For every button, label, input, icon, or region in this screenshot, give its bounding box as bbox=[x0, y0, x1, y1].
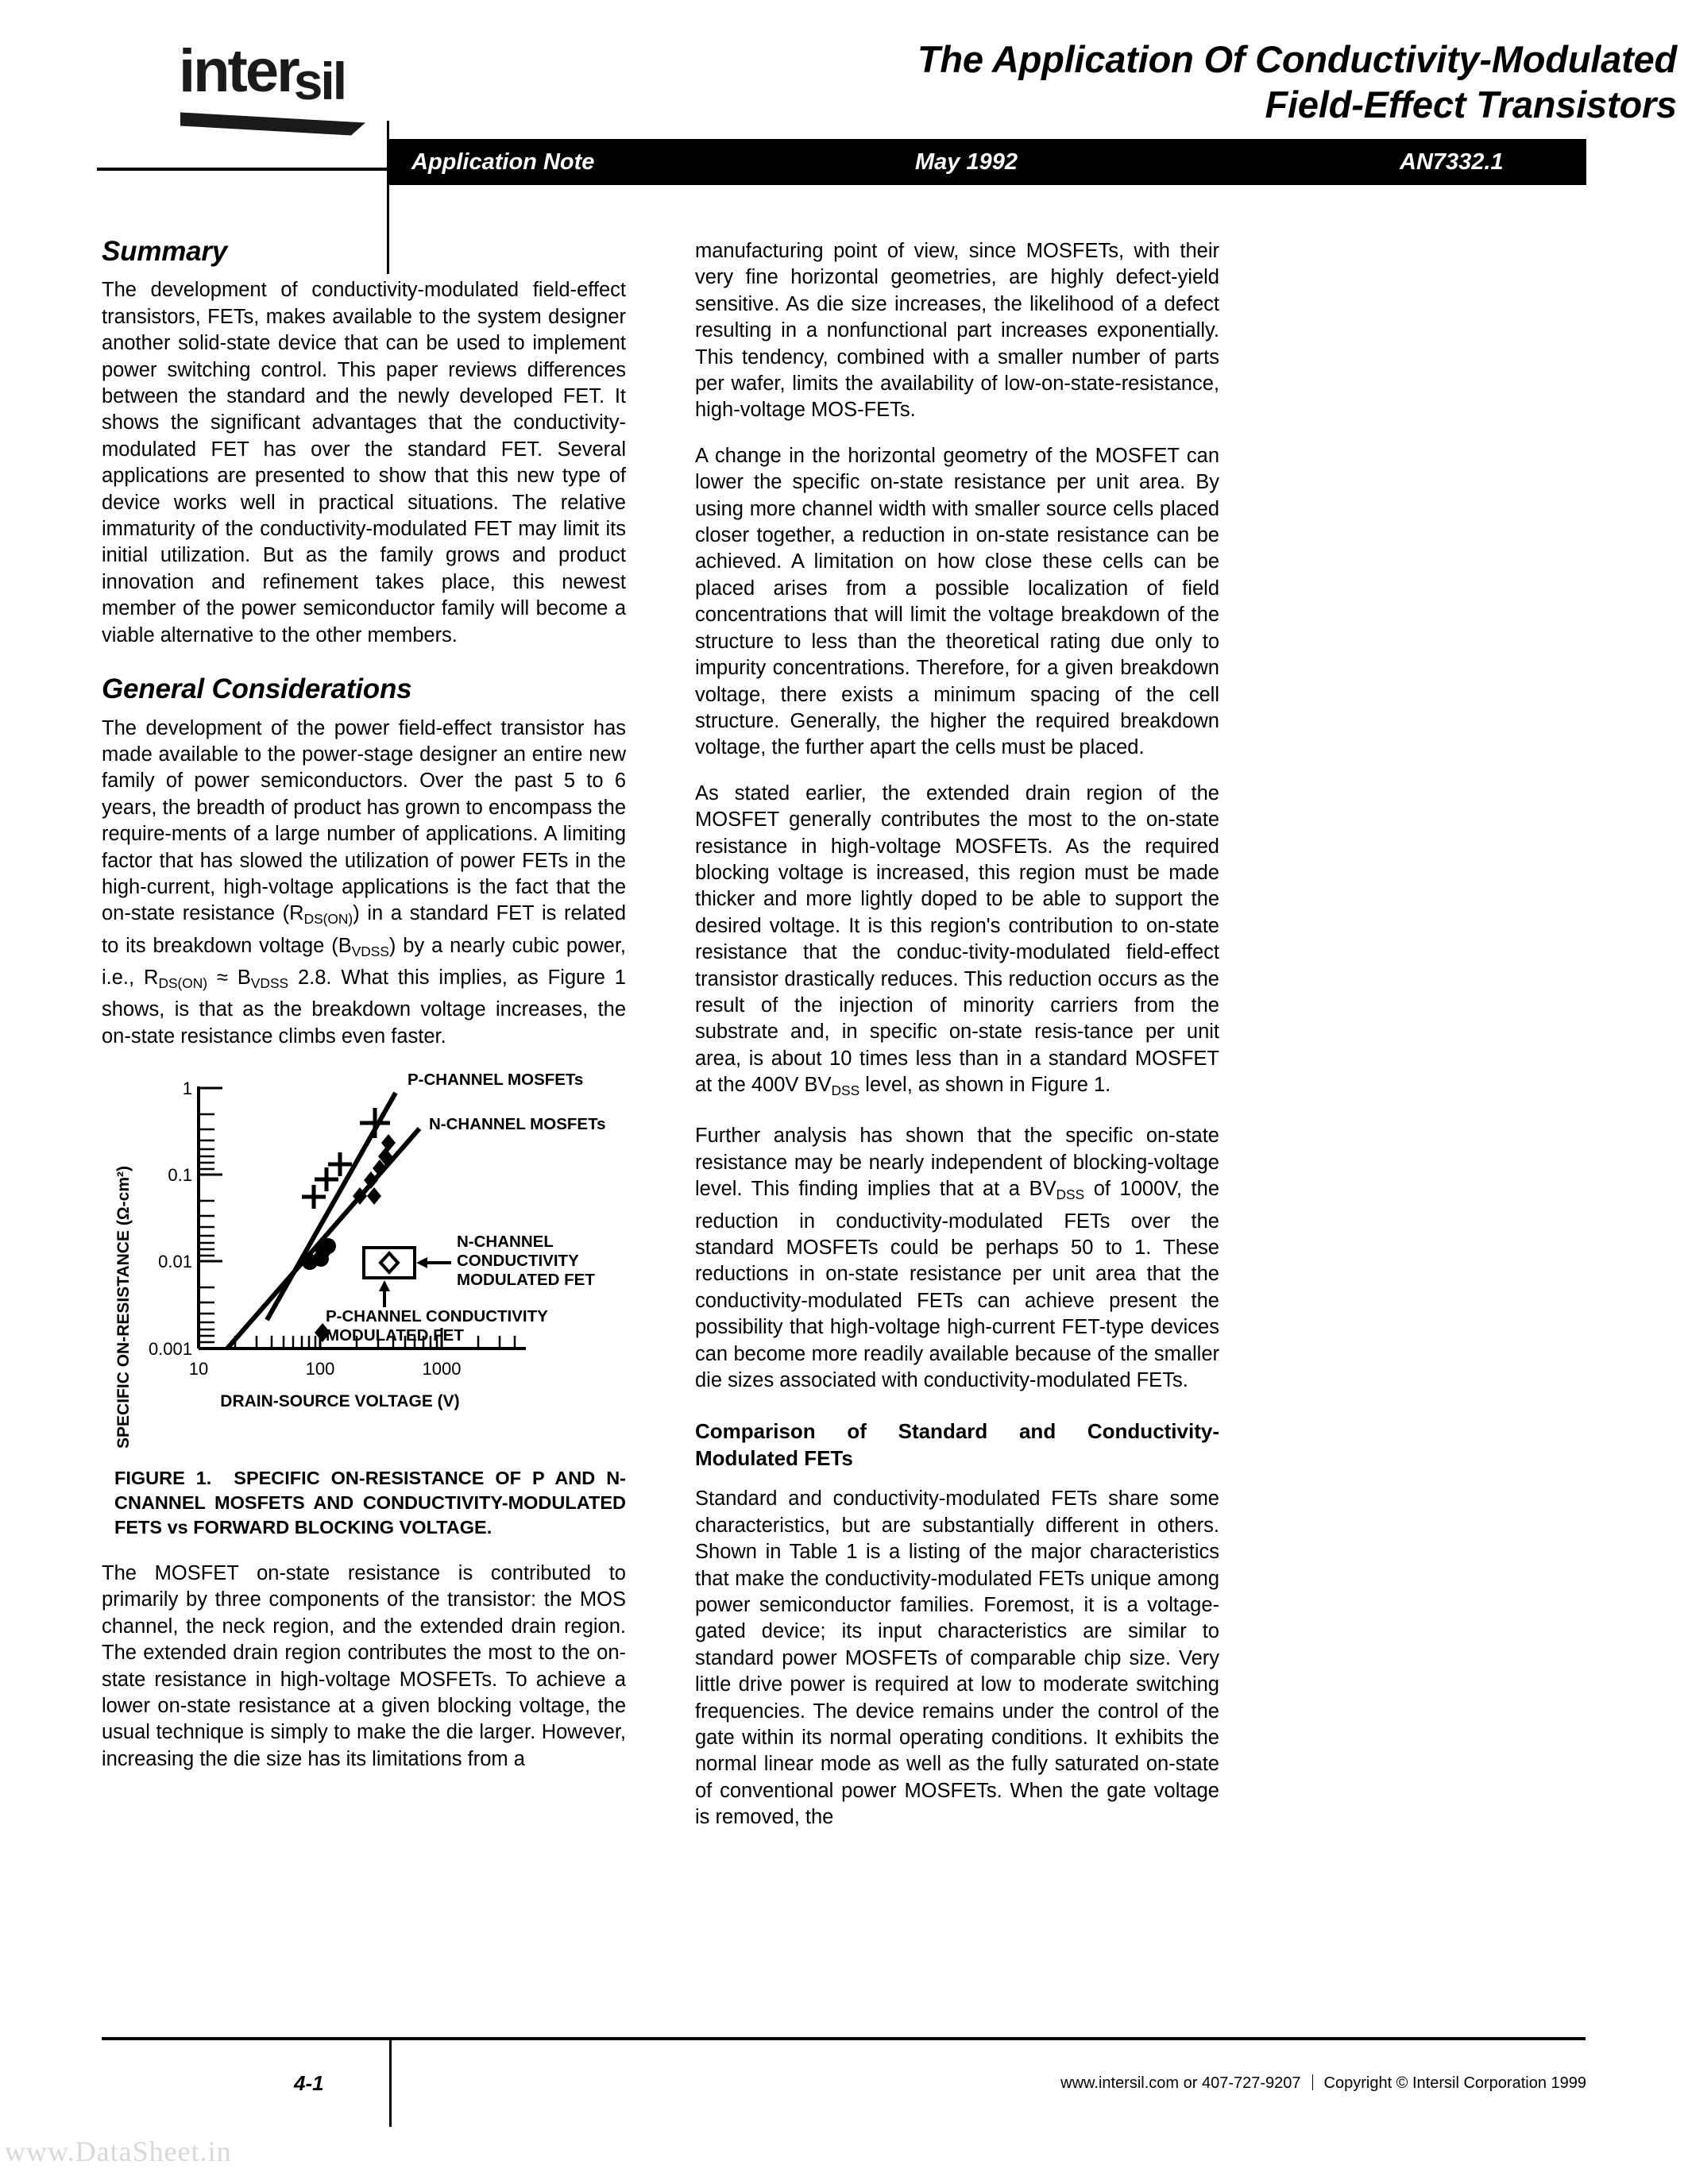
chart-annotation-p-cmfet-line2: MODULATED FET bbox=[326, 1325, 464, 1345]
logo-swoosh-shape bbox=[180, 112, 365, 136]
page-number: 4-1 bbox=[294, 2071, 324, 2095]
heading-summary: Summary bbox=[102, 236, 228, 267]
chart-y-minor-ticks bbox=[199, 1114, 214, 1342]
rc4-text-a: Further analysis has shown that the specific on-state resistance may be nearly independent of blocking-voltage level. This finding implies that at a BV bbox=[695, 1125, 1219, 1201]
rc3-sub: DSS bbox=[831, 1082, 860, 1099]
paragraph-extended-drain bbox=[695, 781, 1219, 1105]
gc-text-d: ≈ B bbox=[207, 966, 251, 989]
footer-horizontal-rule bbox=[102, 2037, 1586, 2040]
left-text-column bbox=[102, 238, 626, 1773]
chart-series-n-channel-cmfet bbox=[364, 1248, 415, 1278]
paragraph-post-figure: The MOSFET on-state resistance is contributed to primarily by three components of the transistor: the MOS channel, the neck region, and the extended drain region. The extended drain region contributes the most to the on-state resistance in high-voltage MOSFETs. To achieve a lower on-state resistance at a given blocking voltage, the usual technique is simply to make the die larger. However, increasing the die size has its limitations from a bbox=[102, 1561, 626, 1770]
chart-annotation-n-cmfet-line1: N-CHANNEL bbox=[457, 1232, 554, 1251]
chart-ytick-0.01: 0.01 bbox=[158, 1251, 192, 1271]
logo-text-sil: sil bbox=[293, 52, 346, 110]
paragraph-geometry-change: A change in the horizontal geometry of the MOSFET can lower the specific on-state resistance per unit area. By using more channel width with smaller source cells placed closer together, a reduction in on-state resistance can be achieved. A limitation on how close these cells can be placed arises from a possible localization of field concentrations that will limit the voltage breakdown of the structure to less than the theoretical rating due only to impurity concentrations. Therefore, for a given breakdown voltage, there exists a minimum spacing of the cell structure. Generally, the higher the required breakdown voltage, the further apart the cells must be placed. bbox=[695, 444, 1219, 759]
figure-1-chart bbox=[102, 1069, 626, 1458]
chart-xtick-1000: 1000 bbox=[422, 1358, 462, 1379]
chart-arrow-p-channel-cmfet bbox=[379, 1280, 390, 1307]
banner-doc-id: AN7332.1 bbox=[1400, 149, 1504, 175]
chart-annotation-p-channel-mosfets: P-CHANNEL MOSFETs bbox=[408, 1070, 584, 1089]
rc4-text-b: of 1000V, the reduction in conductivity-modulated FETs over the standard MOSFETs could be perhaps 50 to 1. These reductions in on-state resistance per unit area that the conductivity-modulated FETs can achieve present the possibility that high-voltage high-current FET-type devices can become more readily available because of the smaller die sizes associated with conductivity-modulated FETs. bbox=[695, 1178, 1220, 1391]
right-text-column bbox=[695, 238, 1219, 1831]
footer-copyright: Copyright © Intersil Corporation 1999 bbox=[1323, 2074, 1586, 2092]
heading-comparison: Comparison of Standard and Conductivity-Modulated FETs bbox=[695, 1419, 1219, 1471]
chart-xlabel: DRAIN-SOURCE VOLTAGE (V) bbox=[220, 1391, 460, 1410]
title-line-1: The Application Of Conductivity-Modulated bbox=[917, 38, 1677, 80]
figure-1-caption bbox=[102, 1466, 626, 1540]
gc-sub-1: DS(ON) bbox=[303, 911, 353, 928]
chart-ytick-1: 1 bbox=[182, 1078, 192, 1098]
chart-xtick-100: 100 bbox=[305, 1358, 335, 1379]
paragraph-further-analysis bbox=[695, 1123, 1219, 1394]
figure-caption-text: SPECIFIC ON-RESISTANCE OF P AND N-CNANNEL MOSFETS AND CONDUCTIVITY-MODULATED FETS vs FORWARD BLOCKING VOLTAGE. bbox=[114, 1467, 626, 1538]
chart-svg bbox=[102, 1069, 626, 1458]
paragraph-manufacturing: manufacturing point of view, since MOSFETs, with their very fine horizontal geometries, are highly defect-yield sensitive. As die size increases, the likelihood of a defect resulting in a nonfunctional part increases exponentially. This tendency, combined with a smaller number of parts per wafer, limits the availability of low-on-state-resistance, high-voltage MOS-FETs. bbox=[695, 240, 1219, 422]
footer-contact: www.intersil.com or 407-727-9207 bbox=[1060, 2074, 1301, 2092]
logo-text-inter: inter bbox=[179, 37, 298, 105]
paragraph-general-considerations bbox=[102, 716, 626, 1050]
gc-text-c: ) by a nearly cubic power, i.e., R bbox=[102, 934, 626, 989]
banner-date: May 1992 bbox=[915, 149, 1018, 175]
chart-annotation-n-cmfet-line3: MODULATED FET bbox=[457, 1270, 595, 1289]
gc-text-b: ) in a standard FET is related to its breakdown voltage (B bbox=[102, 902, 626, 957]
page-watermark: www.DataSheet.in bbox=[5, 2136, 232, 2167]
figure-caption-label: FIGURE 1. bbox=[114, 1467, 212, 1488]
chart-xtick-10: 10 bbox=[188, 1358, 209, 1379]
chart-ylabel: SPECIFIC ON-RESISTANCE (Ω-cm²) bbox=[114, 1165, 133, 1449]
page-header bbox=[0, 0, 1688, 214]
header-horizontal-rule bbox=[97, 168, 389, 171]
chart-y-major-ticks bbox=[199, 1088, 222, 1349]
document-info-banner bbox=[387, 139, 1586, 185]
chart-ytick-0.1: 0.1 bbox=[168, 1164, 192, 1185]
footer-info bbox=[1060, 2074, 1586, 2093]
chart-annotation-n-cmfet-line2: CONDUCTIVITY bbox=[457, 1251, 579, 1270]
intersil-logo bbox=[179, 37, 417, 137]
rc3-text-b: level, as shown in Figure 1. bbox=[859, 1074, 1111, 1097]
gc-text-e: 2.8. What this implies, as Figure 1 shows, is that as the breakdown voltage increases, the on-state resistance climbs even faster. bbox=[102, 966, 626, 1048]
footer-vertical-rule bbox=[389, 2039, 392, 2127]
heading-general-considerations: General Considerations bbox=[102, 673, 412, 705]
chart-annotation-n-channel-mosfets: N-CHANNEL MOSFETs bbox=[429, 1114, 606, 1133]
gc-sub-3: DS(ON) bbox=[158, 974, 208, 991]
chart-arrow-n-channel-cmfet bbox=[416, 1257, 451, 1268]
chart-series-n-channel-mosfets bbox=[353, 1134, 396, 1205]
rc3-text-a: As stated earlier, the extended drain region of the MOSFET generally contributes the most to the on-state resistance in high-voltage MOSFETs. As the required blocking voltage is increased, this region must be made thicker and more lightly doped to be able to support the desired voltage. It is this region's contribution to on-state resistance that the conduc-tivity-modulated field-effect transistor drastically reduces. This reduction occurs as the result of the injection of minority carriers from the substrate and, in specific on-state resis-tance per unit area, is about 10 times less than in a standard MOSFET at the 400V BV bbox=[695, 781, 1219, 1097]
gc-sub-4: VDSS bbox=[250, 974, 289, 991]
footer-separator bbox=[1312, 2074, 1313, 2090]
paragraph-summary: The development of conductivity-modulated field-effect transistors, FETs, makes available to the system designer another solid-state device that can be used to implement power switching control. This paper reviews differences between the standard and the newly developed FET. It shows the significant advantages that the conductivity-modulated FET has over the standard FET. Several applications are presented to show that this new type of device works well in practical situations. The relative immaturity of the conductivity-modulated FET may limit its initial utilization. But as the family grows and product innovation and refinement takes place, this newest member of the power semiconductor family will become a viable alternative to the other members. bbox=[102, 279, 626, 646]
document-title bbox=[700, 37, 1677, 127]
chart-annotation-p-cmfet-line1: P-CHANNEL CONDUCTIVITY bbox=[326, 1306, 548, 1325]
gc-sub-2: VDSS bbox=[351, 943, 389, 959]
logo-wordmark bbox=[179, 37, 349, 110]
gc-text-a: The development of the power field-effect transistor has made available to the power-stage designer an entire new family of power semiconductors. Over the past 5 to 6 years, the breadth of product has grown to encompass the require-ments of a large number of applications. A limiting factor that has slowed the utilization of power FETs in the high-current, high-voltage applications is the fact that the on-state resistance (R bbox=[102, 716, 626, 925]
banner-doc-type: Application Note bbox=[411, 149, 595, 175]
title-line-2: Field-Effect Transistors bbox=[1265, 83, 1677, 125]
rc4-sub: DSS bbox=[1056, 1187, 1085, 1203]
paragraph-comparison: Standard and conductivity-modulated FETs share some characteristics, but are substantially different in others. Shown in Table 1 is a listing of the major characteristics that make the conductivity-modulated FETs unique among power semiconductor families. Foremost, it is a voltage-gated device; its input characteristics are similar to standard power MOSFETs of comparable chip size. Very little drive power is required at low to moderate switching frequencies. The device remains under the control of the gate within its normal operating conditions. It exhibits the normal linear mode as well as the fully saturated on-state of conventional power MOSFETs. When the gate voltage is removed, the bbox=[695, 1488, 1219, 1829]
chart-ytick-0.001: 0.001 bbox=[148, 1338, 192, 1359]
